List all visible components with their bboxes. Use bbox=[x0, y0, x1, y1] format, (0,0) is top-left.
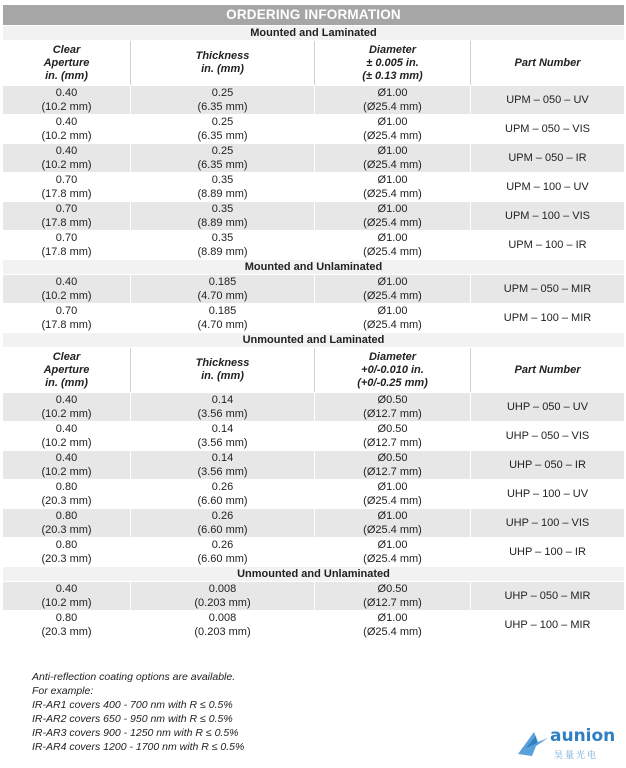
part-number-cell bbox=[471, 538, 625, 567]
column-header-line: in. (mm) bbox=[45, 69, 88, 82]
part-number-cell bbox=[471, 144, 625, 173]
clear-aperture-cell bbox=[3, 480, 131, 509]
note-line: Anti-reflection coating options are available. bbox=[32, 671, 236, 683]
note-line: IR-AR1 covers 400 - 700 nm with R ≤ 0.5% bbox=[32, 699, 233, 711]
note-line: IR-AR2 covers 650 - 950 nm with R ≤ 0.5% bbox=[32, 713, 233, 725]
diameter-cell bbox=[315, 86, 471, 115]
logo-chinese-text: 昊量光电 bbox=[554, 750, 599, 760]
clear-aperture-cell bbox=[3, 202, 131, 231]
clear-aperture-cell-text: 0.70 bbox=[55, 174, 78, 186]
diameter-cell bbox=[315, 422, 471, 451]
clear-aperture-cell-text: 0.70 bbox=[55, 305, 78, 317]
diameter-cell-text: Ø0.50 bbox=[377, 583, 408, 595]
column-header-row bbox=[3, 348, 625, 393]
table-row bbox=[3, 422, 625, 451]
thickness-cell-text: 0.25 bbox=[211, 87, 234, 99]
section-heading: Unmounted and Laminated bbox=[3, 333, 625, 348]
column-header-line: ± 0.005 in. bbox=[366, 56, 419, 69]
thickness-cell-text: (3.56 mm) bbox=[197, 408, 248, 420]
diameter-cell-text: (Ø25.4 mm) bbox=[363, 626, 422, 638]
clear-aperture-cell-text: 0.40 bbox=[55, 87, 78, 99]
thickness-cell bbox=[131, 393, 315, 422]
diameter-cell bbox=[315, 451, 471, 480]
table-row bbox=[3, 582, 625, 611]
column-header-line: Part Number bbox=[514, 363, 581, 376]
diameter-cell-text: Ø1.00 bbox=[377, 612, 408, 624]
clear-aperture-cell bbox=[3, 509, 131, 538]
diameter-cell-text: (Ø25.4 mm) bbox=[363, 217, 422, 229]
section-heading: Unmounted and Unlaminated bbox=[3, 567, 625, 582]
section-heading-row bbox=[3, 260, 625, 275]
clear-aperture-cell-text: (10.2 mm) bbox=[41, 466, 92, 478]
diameter-cell-text: Ø1.00 bbox=[377, 232, 408, 244]
thickness-cell-text: 0.008 bbox=[208, 583, 237, 595]
part-number-cell bbox=[471, 509, 625, 538]
diameter-cell-text: (Ø25.4 mm) bbox=[363, 495, 422, 507]
table-row bbox=[3, 304, 625, 333]
thickness-cell-text: (4.70 mm) bbox=[197, 319, 248, 331]
part-number-cell bbox=[471, 480, 625, 509]
diameter-cell-text: (Ø25.4 mm) bbox=[363, 524, 422, 536]
thickness-cell-text: 0.25 bbox=[211, 116, 234, 128]
clear-aperture-cell-text: 0.70 bbox=[55, 232, 78, 244]
thickness-cell-text: 0.35 bbox=[211, 174, 234, 186]
thickness-cell-text: 0.185 bbox=[208, 276, 237, 288]
clear-aperture-cell-text: 0.40 bbox=[55, 116, 78, 128]
table-row bbox=[3, 611, 625, 640]
table-row bbox=[3, 231, 625, 260]
column-header bbox=[471, 41, 625, 86]
thickness-cell-text: (0.203 mm) bbox=[194, 597, 251, 609]
column-header bbox=[315, 41, 471, 86]
diameter-cell-text: (Ø25.4 mm) bbox=[363, 553, 422, 565]
column-header-line: in. (mm) bbox=[201, 370, 244, 382]
coating-notes bbox=[32, 670, 452, 754]
diameter-cell bbox=[315, 173, 471, 202]
diameter-cell-text: (Ø25.4 mm) bbox=[363, 130, 422, 142]
section-heading-row bbox=[3, 26, 625, 41]
thickness-cell-text: (3.56 mm) bbox=[197, 466, 248, 478]
clear-aperture-cell-text: (17.8 mm) bbox=[41, 319, 92, 331]
clear-aperture-cell-text: (20.3 mm) bbox=[41, 553, 92, 565]
aunion-logo-icon bbox=[516, 728, 550, 758]
part-number-cell bbox=[471, 304, 625, 333]
thickness-cell-text: (6.35 mm) bbox=[197, 159, 248, 171]
part-number-cell-text: UPM – 050 – IR bbox=[508, 152, 587, 164]
clear-aperture-cell-text: (10.2 mm) bbox=[41, 290, 92, 302]
clear-aperture-cell-text: (10.2 mm) bbox=[41, 408, 92, 420]
diameter-cell-text: (Ø25.4 mm) bbox=[363, 188, 422, 200]
clear-aperture-cell-text: 0.40 bbox=[55, 276, 78, 288]
thickness-cell bbox=[131, 451, 315, 480]
thickness-cell-text: 0.35 bbox=[211, 232, 234, 244]
diameter-cell bbox=[315, 509, 471, 538]
table-row bbox=[3, 480, 625, 509]
part-number-cell bbox=[471, 202, 625, 231]
clear-aperture-cell bbox=[3, 275, 131, 304]
note-line: For example: bbox=[32, 685, 94, 697]
column-header bbox=[3, 41, 131, 86]
clear-aperture-cell bbox=[3, 86, 131, 115]
table-row bbox=[3, 202, 625, 231]
column-header-line: +0/-0.010 in. bbox=[361, 363, 424, 376]
part-number-cell-text: UHP – 050 – IR bbox=[509, 459, 586, 471]
thickness-cell-text: (8.89 mm) bbox=[197, 217, 248, 229]
clear-aperture-cell-text: 0.80 bbox=[55, 539, 78, 551]
clear-aperture-cell bbox=[3, 451, 131, 480]
part-number-cell-text: UPM – 050 – MIR bbox=[503, 283, 592, 295]
diameter-cell-text: Ø1.00 bbox=[377, 276, 408, 288]
part-number-cell bbox=[471, 393, 625, 422]
clear-aperture-cell-text: (17.8 mm) bbox=[41, 217, 92, 229]
part-number-cell-text: UPM – 100 – UV bbox=[506, 181, 589, 193]
diameter-cell-text: Ø1.00 bbox=[377, 539, 408, 551]
part-number-cell-text: UPM – 100 – VIS bbox=[505, 210, 590, 222]
part-number-cell-text: UPM – 100 – MIR bbox=[503, 312, 592, 324]
clear-aperture-cell bbox=[3, 422, 131, 451]
thickness-cell-text: 0.26 bbox=[211, 510, 234, 522]
column-header-row bbox=[3, 41, 625, 86]
column-header-line: Thickness bbox=[195, 50, 250, 62]
diameter-cell-text: (Ø12.7 mm) bbox=[363, 408, 422, 420]
part-number-cell-text: UHP – 100 – UV bbox=[506, 488, 589, 500]
clear-aperture-cell-text: (10.2 mm) bbox=[41, 101, 92, 113]
column-header bbox=[315, 348, 471, 393]
diameter-cell bbox=[315, 582, 471, 611]
part-number-cell bbox=[471, 86, 625, 115]
part-number-cell-text: UHP – 100 – IR bbox=[509, 546, 586, 558]
diameter-cell-text: (Ø25.4 mm) bbox=[363, 246, 422, 258]
clear-aperture-cell-text: 0.80 bbox=[55, 510, 78, 522]
table-row bbox=[3, 509, 625, 538]
thickness-cell bbox=[131, 173, 315, 202]
thickness-cell-text: 0.14 bbox=[211, 423, 234, 435]
thickness-cell bbox=[131, 422, 315, 451]
ordering-table bbox=[2, 4, 625, 640]
diameter-cell bbox=[315, 611, 471, 640]
thickness-cell-text: (4.70 mm) bbox=[197, 290, 248, 302]
part-number-cell bbox=[471, 582, 625, 611]
clear-aperture-cell bbox=[3, 115, 131, 144]
table-row bbox=[3, 538, 625, 567]
part-number-cell-text: UHP – 050 – MIR bbox=[504, 590, 591, 602]
thickness-cell bbox=[131, 509, 315, 538]
diameter-cell bbox=[315, 538, 471, 567]
clear-aperture-cell bbox=[3, 538, 131, 567]
part-number-cell bbox=[471, 422, 625, 451]
clear-aperture-cell-text: (10.2 mm) bbox=[41, 597, 92, 609]
column-header bbox=[131, 348, 315, 393]
diameter-cell-text: Ø1.00 bbox=[377, 174, 408, 186]
thickness-cell-text: (6.60 mm) bbox=[197, 495, 248, 507]
diameter-cell-text: (Ø25.4 mm) bbox=[363, 319, 422, 331]
column-header bbox=[471, 348, 625, 393]
clear-aperture-cell-text: (10.2 mm) bbox=[41, 159, 92, 171]
note-line: IR-AR3 covers 900 - 1250 nm with R ≤ 0.5% bbox=[32, 727, 239, 739]
column-header-line: Thickness bbox=[195, 357, 250, 369]
diameter-cell bbox=[315, 202, 471, 231]
thickness-cell bbox=[131, 304, 315, 333]
diameter-cell-text: Ø1.00 bbox=[377, 510, 408, 522]
thickness-cell-text: (8.89 mm) bbox=[197, 188, 248, 200]
thickness-cell-text: (8.89 mm) bbox=[197, 246, 248, 258]
column-header-line: Clear bbox=[52, 43, 81, 56]
part-number-cell bbox=[471, 173, 625, 202]
diameter-cell-text: Ø1.00 bbox=[377, 481, 408, 493]
logo-brand-text: aunion bbox=[550, 726, 616, 746]
column-header-line: Aperture bbox=[43, 363, 90, 376]
part-number-cell-text: UHP – 050 – UV bbox=[506, 401, 589, 413]
part-number-cell bbox=[471, 231, 625, 260]
thickness-cell bbox=[131, 115, 315, 144]
company-logo bbox=[516, 724, 621, 764]
section-heading: Mounted and Unlaminated bbox=[3, 260, 625, 275]
clear-aperture-cell bbox=[3, 144, 131, 173]
thickness-cell-text: 0.14 bbox=[211, 452, 234, 464]
thickness-cell-text: (6.60 mm) bbox=[197, 553, 248, 565]
column-header-line: Diameter bbox=[368, 43, 417, 56]
thickness-cell-text: 0.14 bbox=[211, 394, 234, 406]
part-number-cell-text: UPM – 100 – IR bbox=[508, 239, 587, 251]
diameter-cell-text: (Ø12.7 mm) bbox=[363, 597, 422, 609]
table-title: ORDERING INFORMATION bbox=[3, 5, 625, 26]
thickness-cell bbox=[131, 275, 315, 304]
clear-aperture-cell-text: 0.80 bbox=[55, 612, 78, 624]
clear-aperture-cell-text: 0.40 bbox=[55, 452, 78, 464]
thickness-cell bbox=[131, 231, 315, 260]
clear-aperture-cell-text: 0.40 bbox=[55, 394, 78, 406]
thickness-cell-text: (6.60 mm) bbox=[197, 524, 248, 536]
column-header-line: in. (mm) bbox=[201, 63, 244, 75]
thickness-cell bbox=[131, 86, 315, 115]
column-header-line: Aperture bbox=[43, 56, 90, 69]
diameter-cell-text: (Ø25.4 mm) bbox=[363, 101, 422, 113]
clear-aperture-cell-text: (20.3 mm) bbox=[41, 524, 92, 536]
column-header-line: in. (mm) bbox=[45, 376, 88, 389]
diameter-cell bbox=[315, 144, 471, 173]
clear-aperture-cell bbox=[3, 173, 131, 202]
thickness-cell bbox=[131, 144, 315, 173]
clear-aperture-cell-text: (17.8 mm) bbox=[41, 188, 92, 200]
table-row bbox=[3, 144, 625, 173]
table-row bbox=[3, 393, 625, 422]
table-row bbox=[3, 115, 625, 144]
table-row bbox=[3, 451, 625, 480]
clear-aperture-cell-text: (20.3 mm) bbox=[41, 626, 92, 638]
section-heading: Mounted and Laminated bbox=[3, 26, 625, 41]
diameter-cell bbox=[315, 275, 471, 304]
thickness-cell-text: 0.35 bbox=[211, 203, 234, 215]
column-header bbox=[3, 348, 131, 393]
thickness-cell-text: (0.203 mm) bbox=[194, 626, 251, 638]
thickness-cell bbox=[131, 480, 315, 509]
diameter-cell-text: (Ø25.4 mm) bbox=[363, 290, 422, 302]
table-row bbox=[3, 173, 625, 202]
thickness-cell-text: 0.26 bbox=[211, 539, 234, 551]
diameter-cell-text: Ø0.50 bbox=[377, 394, 408, 406]
diameter-cell-text: Ø1.00 bbox=[377, 87, 408, 99]
section-heading-row bbox=[3, 333, 625, 348]
part-number-cell-text: UHP – 100 – VIS bbox=[505, 517, 590, 529]
clear-aperture-cell bbox=[3, 611, 131, 640]
diameter-cell-text: Ø1.00 bbox=[377, 116, 408, 128]
thickness-cell-text: 0.185 bbox=[208, 305, 237, 317]
diameter-cell-text: (Ø12.7 mm) bbox=[363, 437, 422, 449]
diameter-cell bbox=[315, 304, 471, 333]
clear-aperture-cell bbox=[3, 304, 131, 333]
thickness-cell-text: 0.25 bbox=[211, 145, 234, 157]
thickness-cell-text: (6.35 mm) bbox=[197, 101, 248, 113]
column-header-line: (+0/-0.25 mm) bbox=[357, 376, 428, 389]
table-row bbox=[3, 86, 625, 115]
part-number-cell-text: UPM – 050 – UV bbox=[506, 94, 589, 106]
part-number-cell-text: UHP – 100 – MIR bbox=[504, 619, 591, 631]
thickness-cell-text: 0.008 bbox=[208, 612, 237, 624]
clear-aperture-cell-text: (10.2 mm) bbox=[41, 437, 92, 449]
column-header-line: Part Number bbox=[514, 56, 581, 69]
diameter-cell bbox=[315, 393, 471, 422]
part-number-cell bbox=[471, 451, 625, 480]
thickness-cell-text: (3.56 mm) bbox=[197, 437, 248, 449]
diameter-cell-text: (Ø12.7 mm) bbox=[363, 466, 422, 478]
diameter-cell-text: Ø1.00 bbox=[377, 203, 408, 215]
diameter-cell-text: Ø0.50 bbox=[377, 452, 408, 464]
clear-aperture-cell-text: 0.40 bbox=[55, 145, 78, 157]
clear-aperture-cell-text: 0.40 bbox=[55, 583, 78, 595]
clear-aperture-cell-text: 0.40 bbox=[55, 423, 78, 435]
diameter-cell bbox=[315, 231, 471, 260]
clear-aperture-cell-text: 0.70 bbox=[55, 203, 78, 215]
clear-aperture-cell-text: (17.8 mm) bbox=[41, 246, 92, 258]
part-number-cell-text: UPM – 050 – VIS bbox=[505, 123, 590, 135]
clear-aperture-cell-text: (20.3 mm) bbox=[41, 495, 92, 507]
clear-aperture-cell bbox=[3, 393, 131, 422]
section-heading-row bbox=[3, 567, 625, 582]
diameter-cell bbox=[315, 480, 471, 509]
thickness-cell-text: (6.35 mm) bbox=[197, 130, 248, 142]
diameter-cell-text: Ø1.00 bbox=[377, 145, 408, 157]
clear-aperture-cell-text: (10.2 mm) bbox=[41, 130, 92, 142]
thickness-cell bbox=[131, 582, 315, 611]
clear-aperture-cell bbox=[3, 582, 131, 611]
diameter-cell-text: Ø1.00 bbox=[377, 305, 408, 317]
column-header bbox=[131, 41, 315, 86]
clear-aperture-cell-text: 0.80 bbox=[55, 481, 78, 493]
thickness-cell-text: 0.26 bbox=[211, 481, 234, 493]
part-number-cell-text: UHP – 050 – VIS bbox=[505, 430, 590, 442]
clear-aperture-cell bbox=[3, 231, 131, 260]
diameter-cell-text: Ø0.50 bbox=[377, 423, 408, 435]
part-number-cell bbox=[471, 275, 625, 304]
column-header-line: (± 0.13 mm) bbox=[362, 69, 423, 82]
diameter-cell bbox=[315, 115, 471, 144]
thickness-cell bbox=[131, 202, 315, 231]
part-number-cell bbox=[471, 611, 625, 640]
note-line: IR-AR4 covers 1200 - 1700 nm with R ≤ 0.5% bbox=[32, 741, 245, 753]
diameter-cell-text: (Ø25.4 mm) bbox=[363, 159, 422, 171]
part-number-cell bbox=[471, 115, 625, 144]
thickness-cell bbox=[131, 611, 315, 640]
thickness-cell bbox=[131, 538, 315, 567]
column-header-line: Clear bbox=[52, 350, 81, 363]
table-row bbox=[3, 275, 625, 304]
column-header-line: Diameter bbox=[368, 350, 417, 363]
